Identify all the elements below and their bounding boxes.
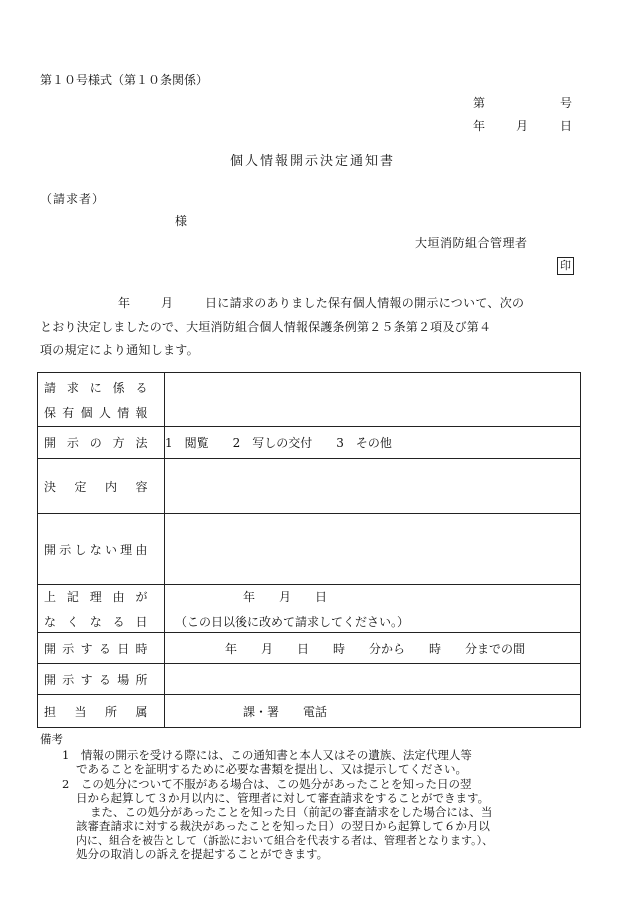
label-requested-info: 請 求 に 係 る 保 有 個 人 情 報 xyxy=(38,373,165,427)
value-nondisclosure-reason[interactable] xyxy=(165,514,581,585)
row-disclosure-datetime xyxy=(38,633,581,664)
document-title: 個人情報開示決定通知書 xyxy=(230,154,396,169)
notes-heading: 備考 xyxy=(40,732,63,746)
document-number-suffix: 号 xyxy=(560,96,573,110)
disclosure-form-table xyxy=(37,372,581,728)
note-2-line-4: 該審査請求に対する裁決があったことを知った日）の翌日から起算して６か月以 xyxy=(76,819,490,833)
note-1-line-1: 1 情報の開示を受ける際には、この通知書と本人又はその遺族、法定代理人等 xyxy=(62,748,472,762)
label-decision-content: 決 定 内 容 xyxy=(38,459,165,514)
date-month: 月 xyxy=(516,119,529,133)
value-disclosure-datetime[interactable]: 年 月 日 時 分から 時 分までの間 xyxy=(165,633,581,664)
value-requested-info[interactable] xyxy=(165,373,581,427)
label-disclosure-datetime: 開 示 す る 日 時 xyxy=(38,633,165,664)
row-reason-expiry-date xyxy=(38,585,581,633)
value-disclosure-method: 1 閲覧 2 写しの交付 3 その他 xyxy=(165,427,581,459)
note-2-line-3: また、この処分があったことを知った日（前記の審査請求をした場合には、当 xyxy=(90,805,493,819)
expiry-date-note: （この日以後に改めて請求してください。） xyxy=(175,614,410,629)
value-department[interactable]: 課・署 電話 xyxy=(165,695,581,728)
label-disclosure-method: 開 示 の 方 法 xyxy=(38,427,165,459)
intro-line-1: 日に請求のありました保有個人情報の開示について、次の xyxy=(205,296,525,310)
date-year: 年 xyxy=(473,119,486,133)
form-number: 第１０号様式（第１０条関係） xyxy=(40,73,209,87)
row-department xyxy=(38,695,581,728)
label-department: 担 当 所 属 xyxy=(38,695,165,728)
note-2-line-1: 2 この処分について不服がある場合は、この処分があったことを知った日の翌 xyxy=(62,777,472,791)
label-nondisclosure-reason: 開 示 し な い 理 由 xyxy=(38,514,165,585)
label-reason-expiry-date: 上 記 理 由 が な く な る 日 xyxy=(38,585,165,633)
intro-month: 月 xyxy=(161,296,174,310)
intro-line-3: 項の規定により通知します。 xyxy=(40,343,199,357)
requester-honorific: 様 xyxy=(175,214,188,228)
note-2-line-2: 日から起算して３か月以内に、管理者に対して審査請求をすることができます。 xyxy=(76,791,490,805)
label-disclosure-place: 開 示 す る 場 所 xyxy=(38,664,165,695)
intro-line-2: とおり決定しましたので、大垣消防組合個人情報保護条例第２５条第２項及び第４ xyxy=(40,320,492,334)
requester-label: （請求者） xyxy=(40,192,106,206)
note-1-line-2: であることを証明するために必要な書類を提出し、又は提示してください。 xyxy=(76,762,467,776)
seal-mark: 印 xyxy=(557,257,574,275)
document-number-prefix: 第 xyxy=(473,96,486,110)
issuer-name: 大垣消防組合管理者 xyxy=(415,236,528,250)
row-nondisclosure-reason xyxy=(38,514,581,585)
row-decision-content xyxy=(38,459,581,514)
date-day: 日 xyxy=(560,119,573,133)
intro-year: 年 xyxy=(118,296,131,310)
expiry-date-fields: 年 月 日 xyxy=(243,589,328,604)
value-disclosure-place[interactable] xyxy=(165,664,581,695)
row-disclosure-place xyxy=(38,664,581,695)
row-requested-info xyxy=(38,373,581,427)
value-reason-expiry-date[interactable] xyxy=(165,585,581,633)
note-2-line-5: 内に、組合を被告として（訴訟において組合を代表する者は、管理者となります。）、 xyxy=(76,834,494,847)
value-decision-content[interactable] xyxy=(165,459,581,514)
row-disclosure-method xyxy=(38,427,581,459)
note-2-line-6: 処分の取消しの訴えを提起することができます。 xyxy=(76,847,329,861)
